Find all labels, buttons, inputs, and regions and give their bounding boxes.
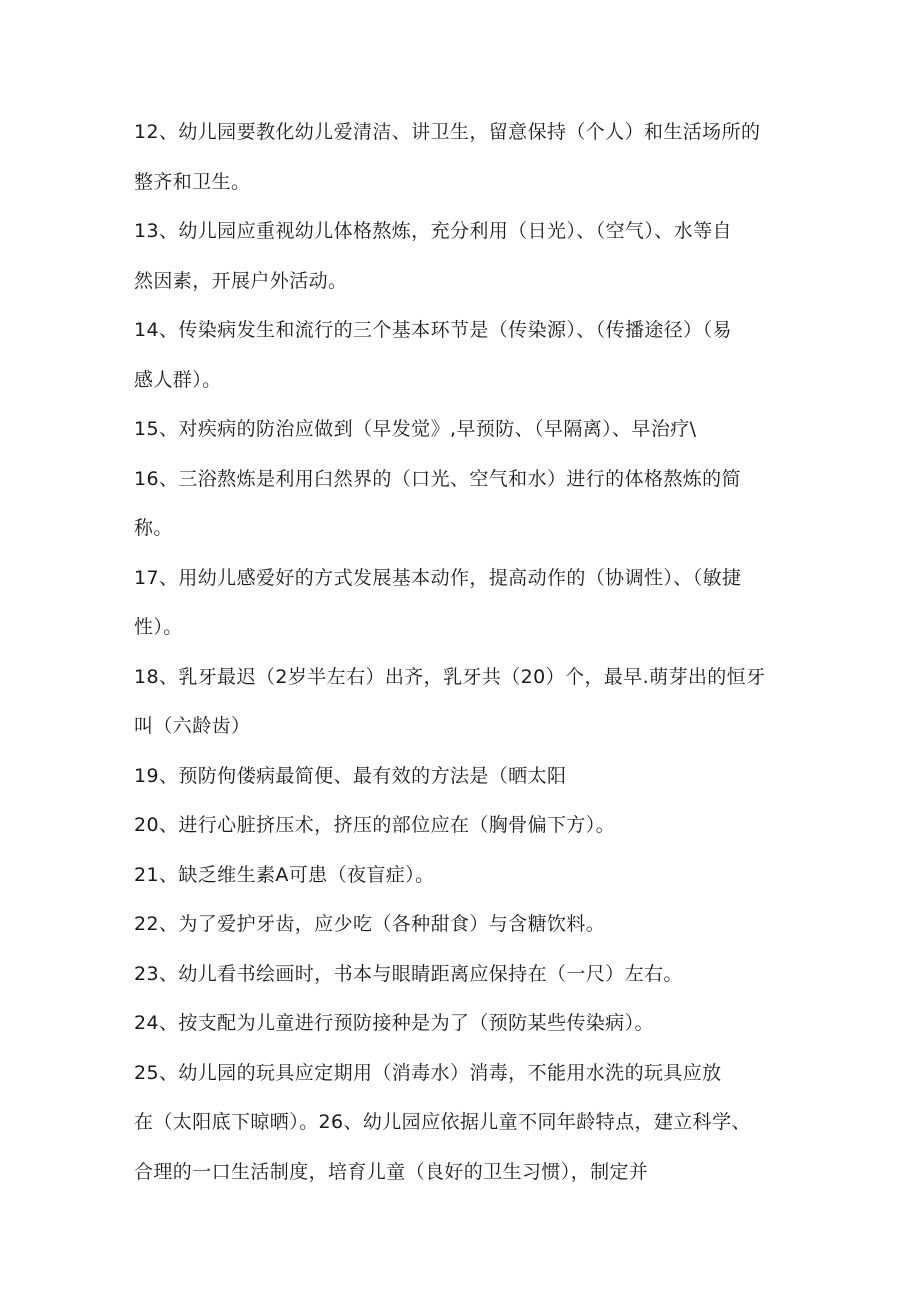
text-line-7: 15、对疾病的防治应做到（早发觉》,早预防、（早隔离）、早治疗\ [134, 418, 697, 440]
text-line-17: 22、为了爱护牙齿，应少吃（各种甜食）与含糖饮料。 [134, 913, 606, 935]
text-line-8: 16、三浴熬炼是利用臼然界的（口光、空气和水）进行的体格熬炼的简 [134, 468, 741, 490]
text-line-22: 合理的一口生活制度，培育儿童（良好的卫生习惯），制定并 [134, 1161, 649, 1183]
text-line-21: 在（太阳底下晾晒）。26、幼儿园应依据儿童不同年龄特点，建立科学、 [134, 1111, 751, 1133]
text-line-19: 24、按支配为儿童进行预防接种是为了（预防某些传染病）。 [134, 1012, 654, 1034]
text-line-1: 12、幼儿园要教化幼儿爱清洁、讲卫生，留意保持（个人）和生活场所的 [134, 121, 761, 143]
text-line-13: 叫（六龄齿） [134, 715, 251, 737]
text-line-12: 18、乳牙最迟（2岁半左右）出齐，乳牙共（20）个，最早.萌芽出的恒牙 [134, 666, 766, 688]
text-line-11: 性）。 [134, 616, 183, 638]
text-line-2: 整齐和卫生。 [134, 171, 251, 193]
text-line-3: 13、幼儿园应重视幼儿体格熬炼，充分利用（日光）、（空气）、水等自 [134, 220, 732, 242]
text-line-16: 21、缺乏维生素A可患（夜盲症）。 [134, 864, 435, 886]
text-line-6: 感人群）。 [134, 369, 222, 391]
text-line-14: 19、预防佝偻病最简便、最有效的方法是（晒太阳 [134, 765, 567, 787]
text-line-9: 称。 [134, 517, 173, 539]
text-line-10: 17、用幼儿感爱好的方式发展基本动作，提高动作的（协调性）、（敏捷 [134, 567, 742, 589]
text-line-20: 25、幼儿园的玩具应定期用（消毒水）消毒，不能用水洗的玩具应放 [134, 1062, 722, 1084]
text-line-15: 20、进行心脏挤压术，挤压的部位应在（胸骨偏下方）。 [134, 814, 616, 836]
text-line-18: 23、幼儿看书绘画时，书本与眼睛距离应保持在（一尺）左右。 [134, 963, 683, 985]
text-line-5: 14、传染病发生和流行的三个基本环节是（传染源）、（传播途径）（易 [134, 319, 732, 341]
text-line-4: 然因素，开展户外活动。 [134, 270, 348, 292]
